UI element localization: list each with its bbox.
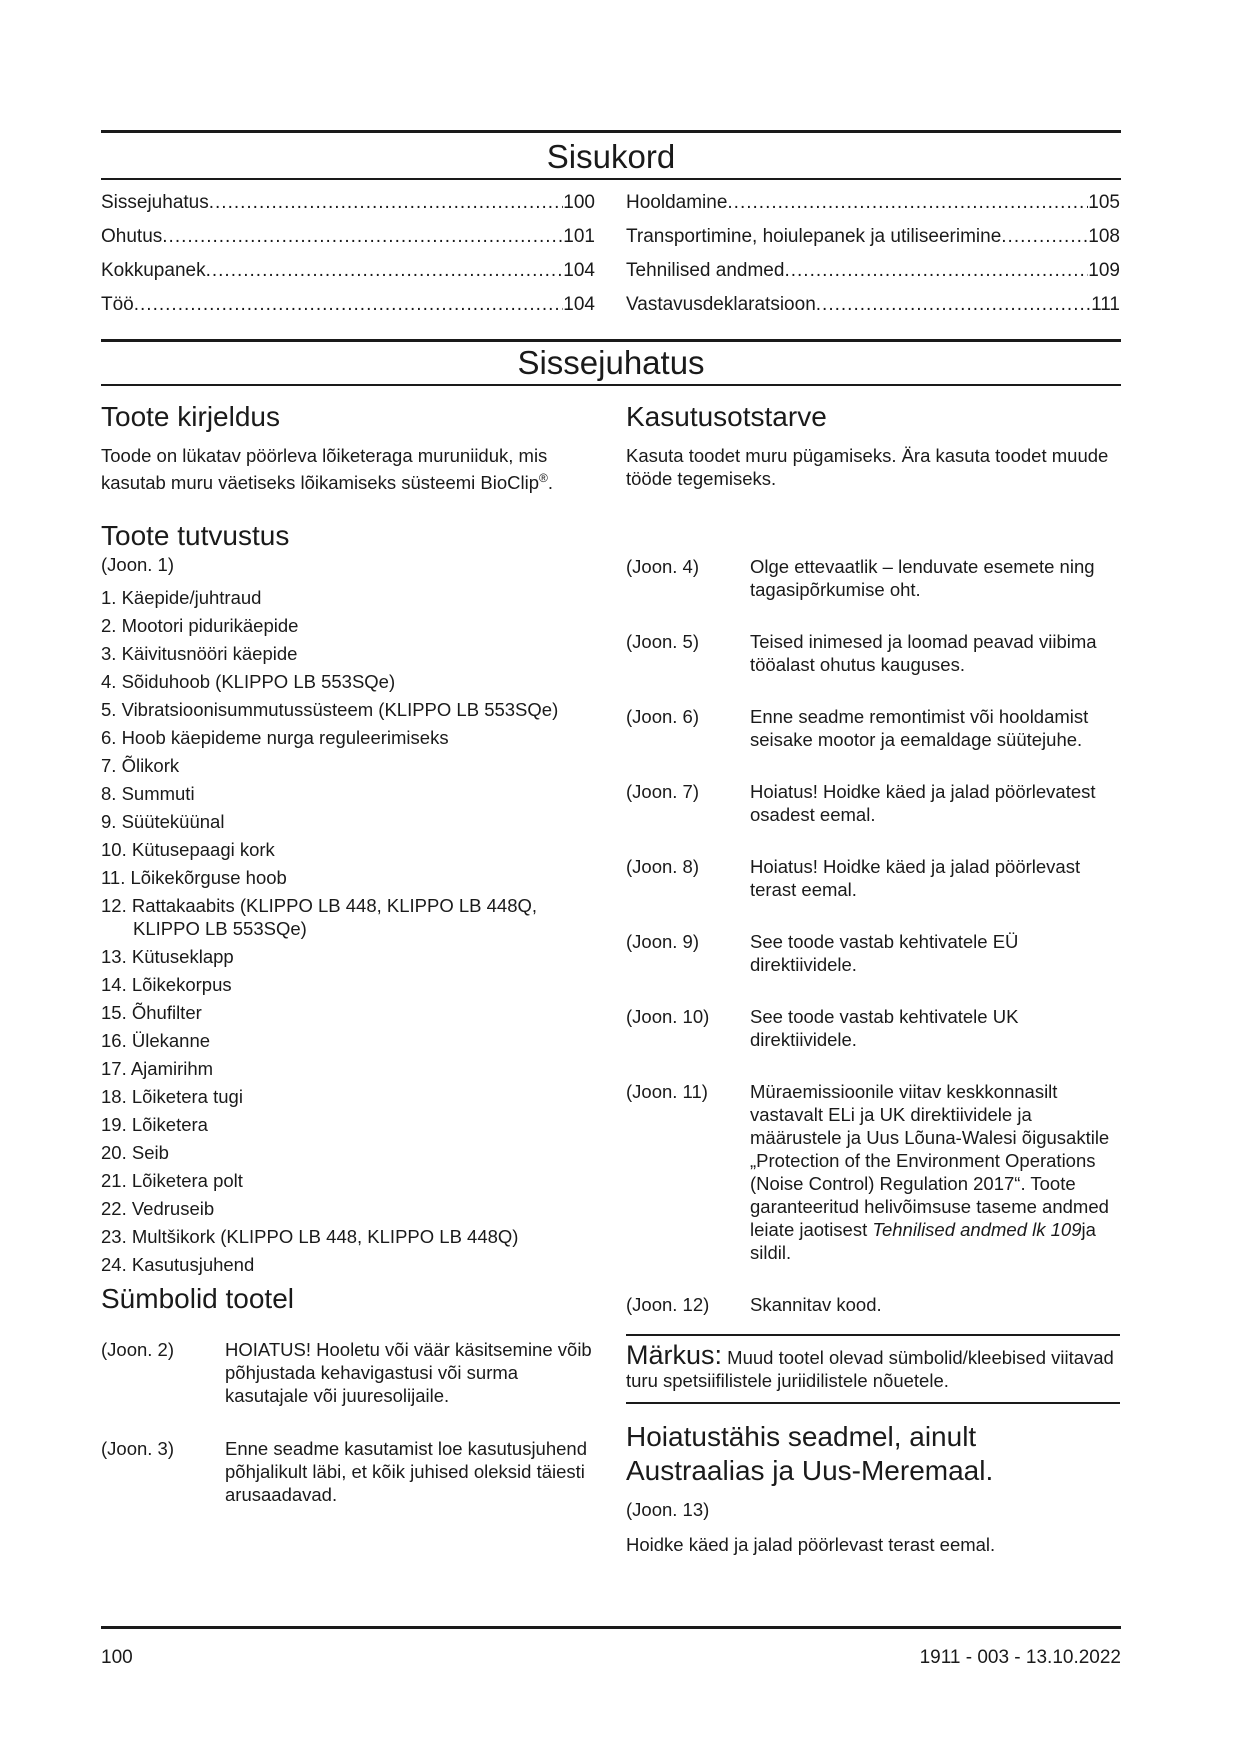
list-item: 10. Kütusepaagi kork: [101, 839, 275, 861]
list-item: 6. Hoob käepideme nurga reguleerimiseks: [101, 727, 449, 749]
symbols-heading: Sümbolid tootel: [101, 1283, 295, 1315]
symbol-row: (Joon. 4) Olge ettevaatlik – lenduvate esemete ning tagasipõrkumise oht.: [626, 556, 1095, 600]
toc-entry[interactable]: Ohutus ..... 101: [101, 220, 595, 254]
list-item: 15. Õhufilter: [101, 1002, 202, 1024]
list-item: 2. Mootori pidurikäepide: [101, 615, 299, 637]
toc-entry[interactable]: Transportimine, hoiulepanek ja utiliseerimine ..... 108: [626, 220, 1120, 254]
note-text: Muud tootel olevad sümbolid/kleebised viitavad turu spetsiifilistele juriidilistele nõuetele.: [626, 1347, 1114, 1391]
list-item: 4. Sõiduhoob (KLIPPO LB 553SQe): [101, 671, 396, 693]
warning-heading: Hoiatustähis seadmel, ainult Austraalias ja Uus-Meremaal.: [626, 1421, 994, 1486]
symbol-row: (Joon. 7) Hoiatus! Hoidke käed ja jalad pöörlevatest osadest eemal.: [626, 781, 1096, 825]
symbol-row: (Joon. 2) HOIATUS! Hooletu või väär käsitsemine võib põhjustada kehavigastusi või surma kasutajale või juuresolijaile.: [101, 1339, 592, 1407]
overview-ref: (Joon. 1): [101, 554, 175, 576]
symbol-row: (Joon. 8) Hoiatus! Hoidke käed ja jalad pöörlevast terast eemal.: [626, 856, 1081, 900]
footer-rule: [101, 1626, 1121, 1629]
section-title: Sissejuhatus: [517, 344, 705, 381]
list-item: 13. Kütuseklapp: [101, 946, 234, 968]
note-box: [626, 1334, 1120, 1404]
description-text: Toode on lükatav pöörleva lõiketeraga muruniiduk, mis kasutab muru väetiseks lõikamiseks süsteemi BioClip®.: [101, 445, 553, 494]
symbol-row: (Joon. 10) See toode vastab kehtivatele UK direktiividele.: [626, 1006, 1019, 1050]
warning-ref: (Joon. 13): [626, 1499, 710, 1520]
list-item: 17. Ajamirihm: [101, 1058, 214, 1080]
list-item: 20. Seib: [101, 1142, 169, 1164]
list-item: 9. Süüteküünal: [101, 811, 225, 833]
purpose-heading: Kasutusotstarve: [626, 401, 827, 432]
toc-entry[interactable]: Hooldamine ..... 105: [626, 186, 1120, 220]
toc-title: Sisukord: [546, 138, 676, 175]
list-item: 23. Multšikork (KLIPPO LB 448, KLIPPO LB 448Q): [101, 1226, 519, 1248]
top-rule: [101, 130, 1121, 133]
list-item: 3. Käivitusnööri käepide: [101, 643, 298, 665]
list-item: 24. Kasutusjuhend: [101, 1254, 255, 1276]
list-item: 12. Rattakaabits (KLIPPO LB 448, KLIPPO LB 448Q, KLIPPO LB 553SQe): [101, 895, 538, 940]
purpose-text: Kasuta toodet muru pügamiseks. Ära kasuta toodet muude tööde tegemiseks.: [626, 445, 1109, 489]
list-item: 22. Vedruseib: [101, 1198, 215, 1220]
list-item: 18. Lõiketera tugi: [101, 1086, 243, 1108]
symbol-row: (Joon. 6) Enne seadme remontimist või hooldamist seisake mootor ja eemaldage süütejuhe.: [626, 706, 1089, 750]
section-title-rule: [101, 384, 1121, 386]
toc-left-column: [101, 186, 595, 322]
toc-title-rule: [101, 178, 1121, 180]
tech-data-link[interactable]: Tehnilised andmed lk 109: [872, 1219, 1082, 1240]
list-item: 14. Lõikekorpus: [101, 974, 232, 996]
symbol-row: (Joon. 3) Enne seadme kasutamist loe kasutusjuhend põhjalikult läbi, et kõik juhised oleksid täiesti arusaadavad.: [101, 1438, 587, 1506]
list-item: 16. Ülekanne: [101, 1030, 211, 1052]
left-column: [101, 400, 595, 1506]
symbol-row: (Joon. 12) Skannitav kood.: [626, 1294, 882, 1315]
symbol-row: (Joon. 11) Müraemissioonile viitav keskkonnasilt vastavalt ELi ja UK direktiividele ja määrustele ja Uus Lõuna-Walesi õigusaktile „Protection of the Environment Operations (Noise Control) Regulation 2017“. Toote garanteeritud helivõimsuse taseme andmed leiate jaotisest Tehnilised andmed lk 109ja sildil.: [626, 1081, 1110, 1263]
warning-text: Hoidke käed ja jalad pöörlevast terast eemal.: [626, 1534, 996, 1555]
symbol-row: (Joon. 9) See toode vastab kehtivatele EÜ direktiividele.: [626, 931, 1019, 975]
note-label: Märkus:: [626, 1340, 723, 1370]
symbol-row: (Joon. 5) Teised inimesed ja loomad peavad viibima tööalast ohutus kauguses.: [626, 631, 1097, 675]
list-item: 19. Lõiketera: [101, 1114, 208, 1136]
toc-entry[interactable]: Töö ..... 104: [101, 288, 595, 322]
right-column: [626, 400, 1120, 1556]
toc-right-column: [626, 186, 1120, 322]
section-rule: [101, 339, 1121, 342]
document-code: 1911 - 003 - 13.10.2022: [919, 1647, 1121, 1668]
toc-entry[interactable]: Kokkupanek ..... 104: [101, 254, 595, 288]
list-item: 5. Vibratsioonisummutussüsteem (KLIPPO LB 553SQe): [101, 699, 559, 721]
list-item: 21. Lõiketera polt: [101, 1170, 243, 1192]
description-heading: Toote kirjeldus: [101, 401, 280, 432]
toc-entry[interactable]: Sissejuhatus ..... 100: [101, 186, 595, 220]
toc-entry[interactable]: Vastavusdeklaratsioon ..... 111: [626, 288, 1120, 322]
list-item: 7. Õlikork: [101, 755, 180, 777]
list-item: 1. Käepide/juhtraud: [101, 587, 262, 609]
page-number: 100: [101, 1647, 133, 1668]
list-item: 8. Summuti: [101, 783, 195, 805]
overview-heading: Toote tutvustus: [101, 520, 290, 552]
toc-entry[interactable]: Tehnilised andmed ..... 109: [626, 254, 1120, 288]
component-list: [101, 586, 595, 1276]
list-item: 11. Lõikekõrguse hoob: [101, 867, 287, 889]
